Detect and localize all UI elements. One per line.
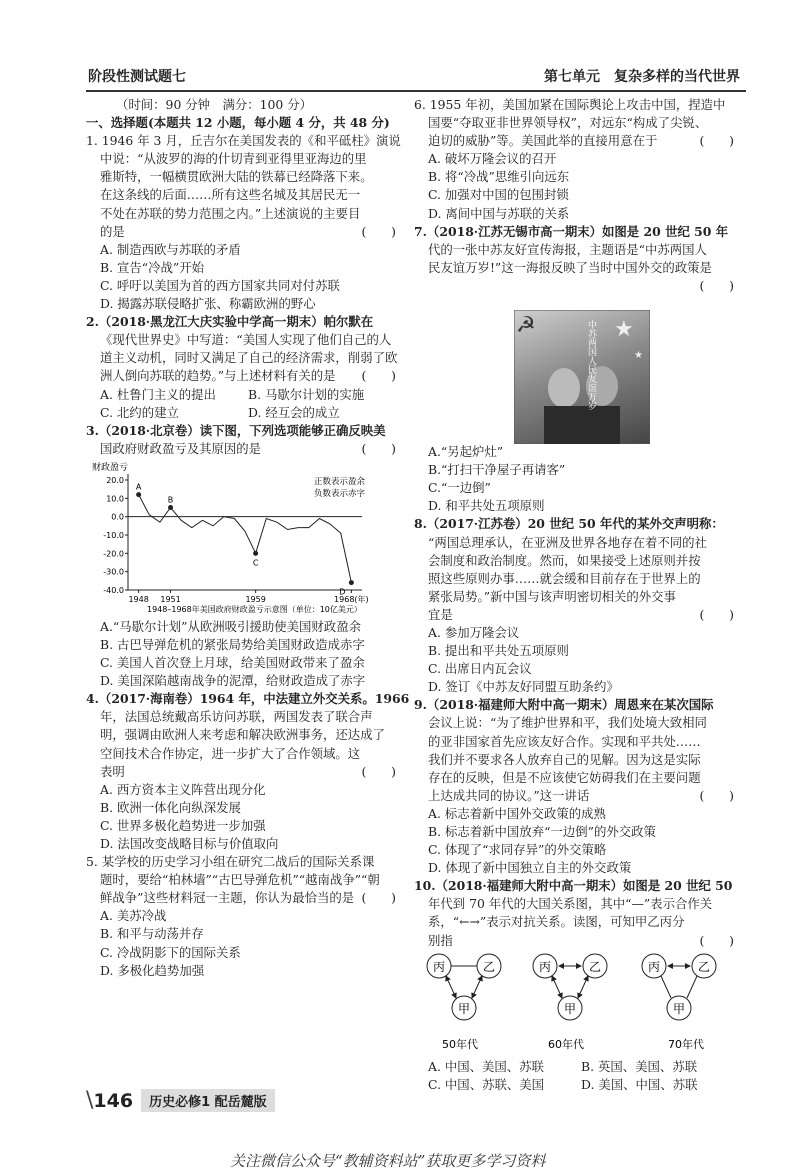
question-line: 迫切的威胁”等。美国此举的直接用意在于 (428, 133, 658, 149)
option-c: C. 出席日内瓦会议 (428, 661, 532, 677)
node-c: 丙 (648, 959, 661, 974)
answer-paren: ( ) (361, 368, 396, 384)
question-6 (414, 96, 734, 223)
option-c: C. 美国人首次登上月球，给美国财政带来了盈余 (100, 655, 365, 671)
question-line: 国政府财政盈亏及其原因的是 (100, 440, 262, 456)
question-line: 鲜战争”这些材料冠一主题，你认为最恰当的是 (100, 890, 355, 906)
option-b: B. 英国、美国、苏联 (581, 1058, 698, 1074)
option-a: A. 标志着新中国外交政策的成熟 (428, 805, 606, 821)
option-b: B. 和平与动荡并存 (100, 926, 204, 942)
chart-point (136, 492, 141, 497)
option-b: B. 标志着新中国放弃“一边倒”的外交政策 (428, 824, 656, 839)
question-line: 会议上说：“为了维护世界和平，我们处境大致相同 (428, 715, 707, 731)
option-a: A. 制造西欧与苏联的矛盾 (100, 241, 241, 257)
question-line: 题时，要给“柏林墙”“古巴导弹危机”“越南战争”“朝 (100, 872, 380, 888)
node-b: 乙 (589, 959, 602, 974)
question-3 (86, 422, 396, 691)
question-line: 紧张局势。”新中国与该声明密切相关的外交事 (428, 588, 676, 604)
node-a: 甲 (458, 1001, 471, 1016)
question-line: 不处在苏联的势力范围之内。”上述演说的主要目 (100, 205, 361, 221)
node-a: 甲 (673, 1001, 686, 1016)
chart-y-tick-label: 20.0 (106, 475, 124, 485)
question-4 (86, 690, 410, 853)
option-d: D. 美国深陷越南战争的泥潭，给财政造成了赤字 (100, 673, 366, 689)
question-line: 7.（2018·江苏无锡市高一期末）如图是 20 世纪 50 年 (414, 223, 729, 239)
question-line: 《现代世界史》中写道：“美国人实现了他们自己的人 (100, 332, 392, 348)
question-line: 存在的反映，但是不应该使它妨碍我们在主要问题 (428, 769, 701, 785)
question-line: 系，“←→”表示对抗关系。读图，可知甲乙丙分 (428, 914, 685, 930)
option-d: D. 法国改变战略目标与价值取向 (100, 836, 279, 851)
question-line: “两国总理承认，在亚洲及世界各地存在着不同的社 (428, 534, 707, 550)
answer-paren: ( ) (361, 223, 396, 239)
question-line: 道主义动机，同时又满足了自己的经济需求，削弱了欧 (100, 350, 398, 366)
option-c: C. 北约的建立 (100, 404, 179, 420)
question-9 (414, 696, 734, 877)
question-line: 别指 (428, 932, 453, 948)
chart-point-label: C (252, 558, 259, 568)
question-line: 宜是 (428, 606, 453, 622)
question-line: 表明 (100, 763, 125, 779)
sino-soviet-poster (514, 310, 650, 444)
diagram-1960s (533, 954, 607, 1051)
option-b: B.“打扫干净屋子再请客” (428, 462, 566, 478)
option-c: C. 中国、苏联、美国 (428, 1076, 545, 1092)
chart-point (168, 505, 173, 510)
header-rule (86, 90, 746, 92)
question-line: 明，强调由欧洲人来考虑和解决欧洲事务，还达成了 (100, 727, 385, 743)
question-line: 5. 某学校的历史学习小组在研究二战后的国际关系课 (86, 854, 375, 870)
chart-point (253, 551, 258, 556)
option-b: B. 古巴导弹危机的紧张局势给美国财政造成赤字 (100, 636, 365, 652)
footer-note: 关注微信公众号“教辅资料站”获取更多学习资料 (230, 1152, 546, 1170)
option-a: A. 杜鲁门主义的提出 (100, 386, 216, 402)
question-line: 9.（2018·福建师大附中高一期末）周恩来在某次国际 (414, 697, 714, 713)
chart-legend-surplus: 正数表示盈余 (314, 476, 366, 487)
option-c: C. 体现了“求同存异”的外交策略 (428, 842, 607, 858)
question-line: 我们并不要求各人放弃自己的见解。因为这是实际 (428, 751, 701, 767)
question-line: 洲人倒向苏联的趋势。”与上述材料有关的是 (100, 368, 336, 384)
question-line: 中说：“从波罗的海的什切青到亚得里亚海边的里 (100, 151, 367, 167)
question-line: 照这些原则办事……就会缓和目前存在于世界上的 (428, 570, 701, 586)
question-line: 的亚非国家首先应该友好合作。实现和平共处…… (428, 733, 701, 749)
chart-x-tick-label: 1951 (160, 594, 181, 604)
hammer-sickle-icon: ☭ (516, 313, 536, 338)
option-d: D. 美国、中国、苏联 (581, 1076, 698, 1092)
answer-paren: ( ) (699, 133, 734, 149)
answer-paren: ( ) (699, 787, 734, 803)
chart-point (349, 580, 354, 585)
diagram-1950s (427, 954, 501, 1051)
option-b: B. 马歇尔计划的实施 (248, 386, 365, 402)
node-b: 乙 (483, 959, 496, 974)
option-a: A. 西方资本主义阵营出现分化 (100, 781, 266, 797)
chart-y-tick-label: 10.0 (106, 494, 124, 504)
chart-x-tick-label: 1968(年) (334, 594, 369, 604)
decade-label: 50年代 (442, 1037, 478, 1051)
question-line: 上达成共同的协议。”这一讲话 (428, 787, 590, 803)
answer-paren: ( ) (699, 932, 734, 948)
question-line: 年代到 70 年代的大国关系图，其中“—”表示合作关 (428, 896, 713, 912)
node-c: 丙 (539, 959, 552, 974)
chart-caption: 1948–1968年美国政府财政盈亏示意图（单位：10亿美元） (147, 604, 362, 614)
question-line: 8.（2017·江苏卷）20 世纪 50 年代的某外交声明称： (414, 516, 724, 532)
question-line: 代的一张中苏友好宣传海报，主题语是“中苏两国人 (428, 241, 707, 257)
right-column (414, 96, 734, 1094)
chart-y-tick-label: -10.0 (103, 530, 124, 540)
question-1 (86, 132, 401, 313)
chart-legend-deficit: 负数表示赤字 (314, 488, 366, 499)
diagram-1970s (642, 954, 716, 1051)
option-d: D. 经互会的成立 (248, 404, 340, 420)
option-c: C. 世界多极化趋势进一步加强 (100, 817, 266, 833)
question-line: 年，法国总统戴高乐访问苏联，两国发表了联合声 (100, 709, 373, 725)
option-c: C. 呼吁以美国为首的西方国家共同对付苏联 (100, 277, 340, 293)
node-a: 甲 (564, 1001, 577, 1016)
answer-paren: ( ) (699, 277, 734, 293)
question-line: 民友谊万岁!”这一海报反映了当时中国外交的政策是 (428, 259, 712, 275)
option-c: C. 冷战阴影下的国际关系 (100, 944, 241, 960)
question-line: 国要“夺取亚非世界领导权”，对远东“构成了尖锐、 (428, 115, 708, 131)
option-d: D. 揭露苏联侵略扩张、称霸欧洲的野心 (100, 296, 316, 312)
option-d: D. 离间中国与苏联的关系 (428, 205, 570, 221)
option-d: D. 多极化趋势加强 (100, 962, 205, 978)
page-number: 146 (93, 1089, 134, 1112)
question-line: 在这条线的后面……所有这些名城及其居民无一 (100, 187, 361, 203)
chart-point-label: A (135, 482, 142, 492)
option-a: A.“马歇尔计划”从欧洲吸引援助使美国财政盈余 (100, 618, 361, 634)
book-title: 历史必修1 配岳麓版 (141, 1089, 275, 1112)
chart-x-tick-label: 1959 (245, 594, 266, 604)
question-line: 3.（2018·北京卷）读下图，下列选项能够正确反映美 (86, 422, 386, 438)
chart-x-tick-label: 1948 (128, 594, 149, 604)
question-line: 雅斯特，一幅横贯欧洲大陆的铁幕已经降落下来。 (100, 169, 373, 185)
question-10 (414, 877, 734, 1094)
option-b: B. 将“冷战”思维引向远东 (428, 169, 570, 185)
option-a: A. 中国、美国、苏联 (428, 1058, 544, 1074)
node-c: 丙 (433, 959, 446, 974)
chart-point-label: B (167, 495, 174, 505)
question-line: 2.（2018·黑龙江大庆实验中学高一期末）帕尔默在 (86, 314, 374, 330)
chart-y-tick-label: -30.0 (103, 567, 124, 577)
relations-diagram (414, 950, 734, 1058)
chart-y-tick-label: -20.0 (103, 549, 124, 559)
answer-paren: ( ) (361, 890, 396, 906)
decade-label: 60年代 (548, 1037, 584, 1051)
left-column (86, 96, 410, 980)
option-a: A.“另起炉灶” (428, 444, 504, 460)
option-b: B. 宣告“冷战”开始 (100, 259, 204, 275)
question-line: 4.（2017·海南卷）1964 年，中法建立外交关系。1966 (86, 691, 410, 707)
star-icon: ★ (614, 317, 634, 342)
chart-y-tick-label: 0.0 (111, 512, 124, 522)
question-8 (414, 515, 734, 696)
option-d: D. 和平共处五项原则 (428, 498, 545, 514)
question-line: 的是 (100, 223, 125, 239)
question-2 (86, 313, 396, 422)
option-c: C. 加强对中国的包围封锁 (428, 187, 569, 203)
header-right: 第七单元 复杂多样的当代世界 (544, 69, 740, 85)
chart-point-label: D (339, 587, 346, 597)
answer-paren: ( ) (361, 440, 396, 456)
option-a: A. 参加万隆会议 (428, 624, 520, 640)
option-d: D. 体现了新中国独立自主的外交政策 (428, 860, 632, 876)
header-left: 阶段性测试题七 (88, 69, 186, 85)
decade-label: 70年代 (668, 1037, 704, 1051)
question-line: 10.（2018·福建师大附中高一期末）如图是 20 世纪 50 (414, 878, 733, 894)
option-b: B. 提出和平共处五项原则 (428, 643, 569, 659)
option-a: A. 美苏冷战 (100, 908, 167, 924)
chart-y-tick-label: -40.0 (103, 585, 124, 595)
question-line: 会制度和政治制度。然而，如果接受上述原则并按 (428, 552, 701, 568)
star-icon: ★ (634, 350, 643, 361)
chart-ylabel: 财政盈亏 (92, 462, 129, 473)
exam-time: （时间：90 分钟 满分：100 分） (116, 97, 312, 112)
option-c: C.“一边倒” (428, 480, 491, 496)
answer-paren: ( ) (361, 763, 396, 779)
question-line: 6. 1955 年初，美国加紧在国际舆论上攻击中国，捏造中 (414, 97, 726, 112)
answer-paren: ( ) (699, 606, 734, 622)
option-d: D. 签订《中苏友好同盟互助条约》 (428, 679, 619, 695)
footer-page-tag: \ 146 历史必修1 配岳麓版 (86, 1088, 275, 1113)
question-line: 1. 1946 年 3 月，丘吉尔在美国发表的《和平砥柱》演说 (86, 133, 401, 149)
option-b: B. 欧洲一体化向纵深发展 (100, 799, 241, 815)
node-b: 乙 (698, 959, 711, 974)
option-a: A. 破坏万隆会议的召开 (428, 151, 557, 167)
section-title: 一、选择题(本题共 12 小题，每小题 4 分，共 48 分) (86, 115, 390, 131)
deficit-chart (92, 458, 392, 618)
question-line: 空间技术合作协定，进一步扩大了合作领域。这 (100, 745, 361, 761)
poster-slogan: 中苏两国人民友谊万岁 (586, 320, 596, 410)
question-5 (86, 853, 396, 980)
